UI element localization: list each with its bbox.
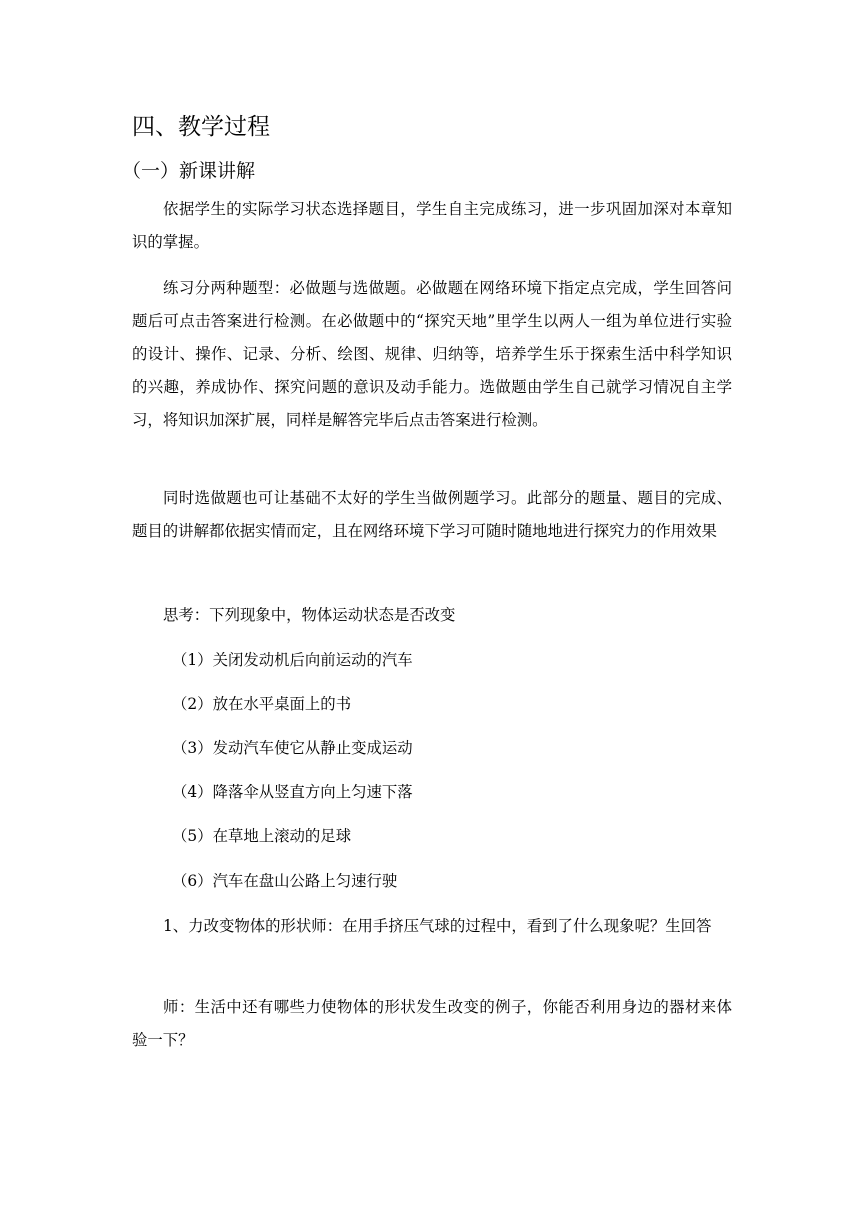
list-item: （4）降落伞从竖直方向上匀速下落	[172, 783, 413, 801]
paragraph-exercise-types: 练习分两种题型：必做题与选做题。必做题在网络环境下指定点完成，学生回答问题后可点击答案进行检测。在必做题中的“探究天地”里学生以两人一组为单位进行实验的设计、操作、记录、分析、绘图、规律、归纳等，培养学生乐于探索生活中科学知识的兴趣，养成协作、探究问题的意识及动手能力。选做题由学生自己就学习情况自主学习，将知识加深扩展，同样是解答完毕后点击答案进行检测。	[132, 279, 732, 429]
subsection-title: （一）新课讲解	[122, 160, 256, 182]
list-item: （5）在草地上滚动的足球	[172, 827, 352, 845]
section-title: 四、教学过程	[132, 114, 270, 140]
list-item: （2）放在水平桌面上的书	[172, 695, 352, 713]
paragraph-point-1: 1、力改变物体的形状师：在用手挤压气球的过程中，看到了什么现象呢？生回答	[163, 917, 712, 935]
list-item: （1）关闭发动机后向前运动的汽车	[172, 651, 413, 669]
paragraph-intro: 依据学生的实际学习状态选择题目，学生自主完成练习，进一步巩固加深对本章知识的掌握。	[132, 200, 732, 251]
think-prompt: 思考：下列现象中，物体运动状态是否改变	[163, 606, 456, 624]
list-item: （6）汽车在盘山公路上匀速行驶	[172, 872, 398, 890]
paragraph-optional-questions: 同时选做题也可让基础不太好的学生当做例题学习。此部分的题量、题目的完成、题目的讲解都依据实情而定，且在网络环境下学习可随时随地地进行探究力的作用效果	[132, 489, 732, 540]
list-item: （3）发动汽车使它从静止变成运动	[172, 739, 413, 757]
paragraph-teacher-question: 师：生活中还有哪些力使物体的形状发生改变的例子，你能否利用身边的器材来体验一下？	[132, 998, 732, 1049]
